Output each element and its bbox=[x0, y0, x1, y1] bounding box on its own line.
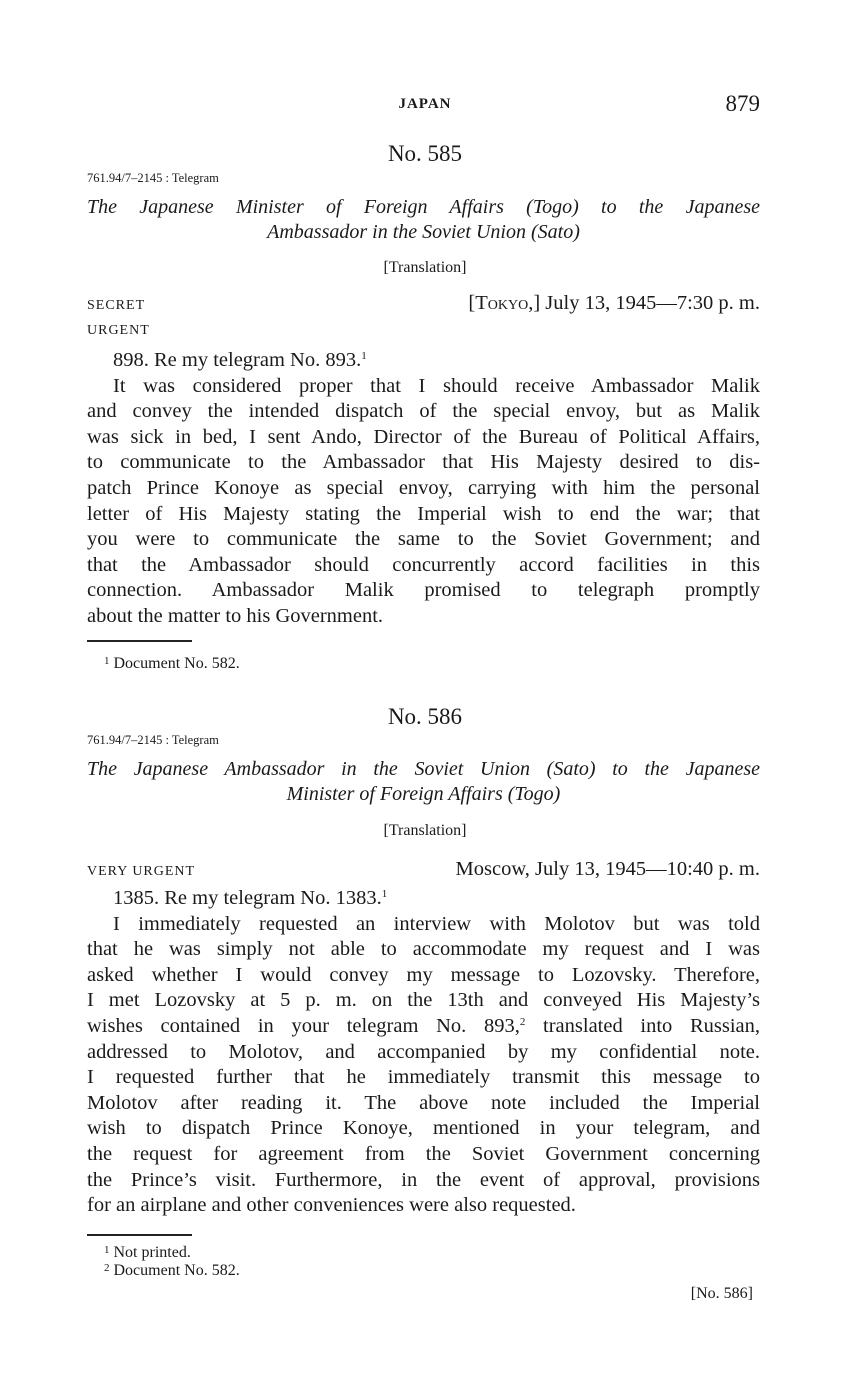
doc-586-body bbox=[87, 886, 760, 1219]
doc-585-title-line1: The Japanese Minister of Foreign Affairs (Togo) to the Japanese bbox=[87, 196, 760, 218]
body-line: that the Ambassador should concurrently accord facilities in this bbox=[87, 553, 760, 576]
doc-585-dateline bbox=[468, 292, 760, 315]
body-line: patch Prince Konoye as special envoy, carrying with him the personal bbox=[87, 476, 760, 499]
body-line: you were to communicate the same to the Soviet Government; and bbox=[87, 528, 760, 551]
doc-585-footnote-1 bbox=[104, 652, 240, 673]
footnote-rule bbox=[87, 640, 192, 642]
doc-586-file-ref: 761.94/7–2145 : Telegram bbox=[87, 733, 219, 747]
footnote-text: Document No. 582. bbox=[113, 655, 240, 672]
doc-586-title-line1: The Japanese Ambassador in the Soviet Union (Sato) to the Japanese bbox=[87, 758, 760, 780]
body-line-end: translated into Russian, bbox=[525, 1014, 760, 1037]
doc-585-classification-secret: SECRET bbox=[87, 298, 146, 313]
body-line-with-footnote bbox=[87, 1014, 760, 1040]
body-line: wish to dispatch Prince Konoye, mentioned in your telegram, and bbox=[87, 1117, 760, 1140]
footnote-text: Document No. 582. bbox=[113, 1262, 240, 1279]
doc-585-number: No. 585 bbox=[387, 141, 463, 166]
body-line: that he was simply not able to accommodate my request and I was bbox=[87, 938, 760, 961]
doc-586-dateline: Moscow, July 13, 1945—10:40 p. m. bbox=[455, 858, 760, 880]
doc-585-title bbox=[87, 195, 760, 245]
body-line: and convey the intended dispatch of the special envoy, but as Malik bbox=[87, 400, 760, 423]
doc-585-dateline-place: [Tokyo,] bbox=[468, 292, 541, 314]
footnote-mark: 1 bbox=[104, 1244, 110, 1256]
doc-585-file-ref: 761.94/7–2145 : Telegram bbox=[87, 171, 219, 185]
body-line: It was considered proper that I should receive Ambassador Malik bbox=[113, 374, 760, 397]
body-line: for an airplane and other conveniences were also requested. bbox=[87, 1194, 576, 1217]
body-line: I immediately requested an interview with Molotov but was told bbox=[113, 912, 760, 935]
footnote-mark: 2 bbox=[104, 1262, 110, 1274]
footnote-text: Not printed. bbox=[113, 1244, 191, 1261]
body-line: connection. Ambassador Malik promised to telegraph promptly bbox=[87, 579, 760, 602]
doc-586-number: No. 586 bbox=[387, 704, 463, 729]
body-line: the Prince’s visit. Furthermore, in the event of approval, provisions bbox=[87, 1168, 760, 1191]
doc-586-translation-note: [Translation] bbox=[383, 822, 467, 839]
body-line: the request for agreement from the Soviet Government concerning bbox=[87, 1142, 760, 1165]
body-line: to communicate to the Ambassador that His Majesty desired to dis- bbox=[87, 451, 760, 474]
document-marker: [No. 586] bbox=[690, 1285, 753, 1302]
doc-585-dateline-date: July 13, 1945—7:30 p. m. bbox=[540, 292, 760, 314]
doc-585-lead bbox=[87, 348, 760, 374]
body-line: was sick in bed, I sent Ando, Director of the Bureau of Political Affairs, bbox=[87, 425, 760, 448]
body-line: I met Lozovsky at 5 p. m. on the 13th and conveyed His Majesty’s bbox=[87, 989, 760, 1012]
footnote-mark: 1 bbox=[104, 655, 110, 667]
body-line: letter of His Majesty stating the Imperial wish to end the war; that bbox=[87, 502, 760, 525]
doc-585-title-line2: Ambassador in the Soviet Union (Sato) bbox=[267, 221, 580, 243]
footnote-ref: 1 bbox=[361, 350, 367, 362]
doc-586-lead-text: 1385. Re my telegram No. 1383. bbox=[113, 887, 382, 909]
body-line: Molotov after reading it. The above note included the Imperial bbox=[87, 1091, 760, 1114]
doc-586-title-line2: Minister of Foreign Affairs (Togo) bbox=[286, 783, 561, 805]
doc-586-title bbox=[87, 757, 760, 807]
doc-585-lead-text: 898. Re my telegram No. 893. bbox=[113, 349, 362, 371]
body-line: about the matter to his Government. bbox=[87, 604, 384, 627]
doc-585-translation-note: [Translation] bbox=[383, 259, 467, 276]
doc-585-body bbox=[87, 348, 760, 630]
running-head: JAPAN bbox=[398, 96, 452, 112]
footnote-rule bbox=[87, 1234, 192, 1236]
body-line: asked whether I would convey my message to Lozovsky. Therefore, bbox=[87, 963, 760, 986]
body-line: addressed to Molotov, and accompanied by my confidential note. bbox=[87, 1040, 760, 1063]
footnote-ref: 1 bbox=[381, 888, 388, 900]
page-number: 879 bbox=[725, 91, 760, 116]
doc-586-lead bbox=[87, 886, 760, 912]
doc-586-footnote-2 bbox=[104, 1259, 240, 1280]
body-line: I requested further that he immediately transmit this message to bbox=[87, 1066, 760, 1089]
doc-585-classification-urgent: URGENT bbox=[87, 323, 150, 338]
footnote-ref: 2 bbox=[519, 1015, 526, 1028]
body-line-start: wishes contained in your telegram No. 893, bbox=[87, 1014, 520, 1037]
doc-586-classification: VERY URGENT bbox=[87, 864, 196, 879]
